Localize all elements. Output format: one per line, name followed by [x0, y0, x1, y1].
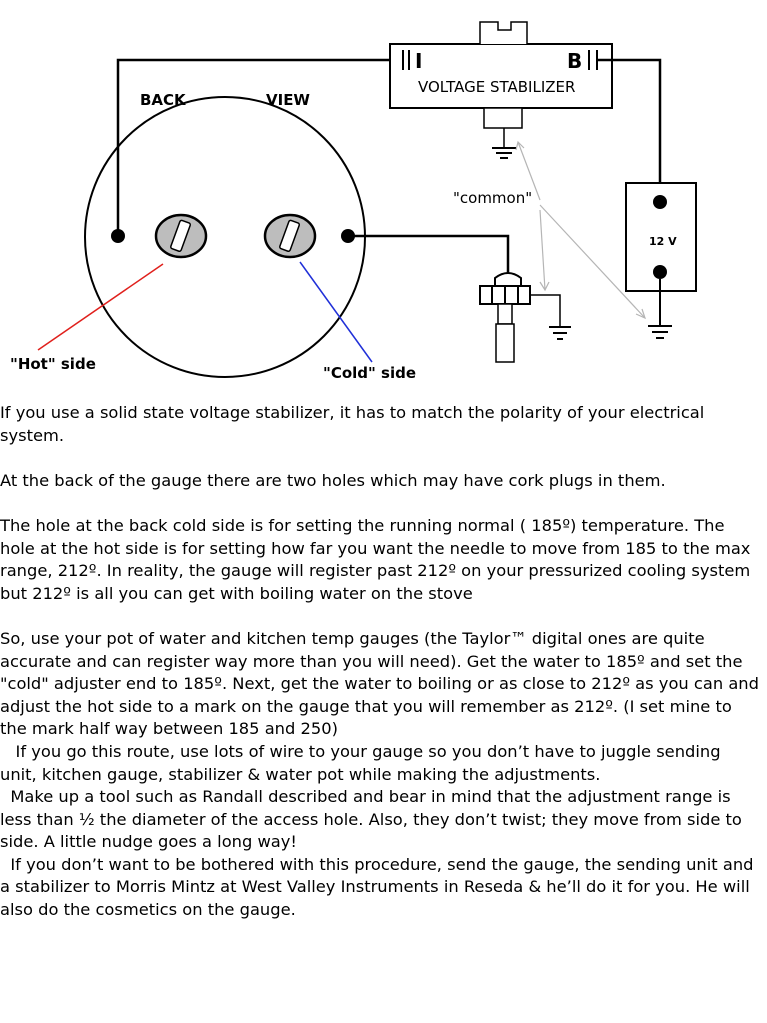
label-view: VIEW [266, 91, 310, 109]
paragraph-wiring-tip: If you go this route, use lots of wire to your gauge so you don’t have to juggle sending unit, kitchen gauge, stabilizer & water pot while making the adjustments. [0, 741, 726, 784]
wiring-diagram [0, 0, 767, 400]
gauge-back-view [85, 97, 365, 377]
hot-side-label: "Hot" side [10, 355, 96, 373]
cold-side-label: "Cold" side [323, 364, 417, 382]
spacer [0, 492, 760, 515]
common-label: "common" [453, 189, 533, 207]
cold-side-plug [265, 215, 315, 257]
paragraph-procedure: So, use your pot of water and kitchen temp gauges (the Taylor™ digital ones are quite accurate and can register way more than you will need). Get the water to 185º and set the "cold" adjuster end to 185º. Next, get the water to boiling or as close to 212º as you can and adjust the hot side to a mark on the gauge that you will remember as 212º. (I set mine to the mark half way between 185 and 250) [0, 628, 759, 739]
spacer [0, 447, 760, 470]
paragraph-holes: At the back of the gauge there are two holes which may have cork plugs in them. [0, 470, 666, 490]
paragraph-polarity: If you use a solid state voltage stabilizer, it has to match the polarity of your electrical system. [0, 403, 705, 445]
terminal-i-label: I [415, 49, 423, 73]
stabilizer-ground-icon [492, 128, 516, 158]
wire-gauge-to-sender [348, 236, 508, 276]
paragraph-tool-tip: Make up a tool such as Randall described and bear in mind that the adjustment range is less than ½ the diameter of the access hole. Also, they don’t twist; they move from side to side. A little nudge goes a long way! [0, 787, 748, 852]
label-back: BACK [140, 91, 186, 109]
hot-side-plug [156, 215, 206, 257]
instructions-text [0, 402, 760, 922]
paragraph-service: If you don’t want to be bothered with this procedure, send the gauge, the sending unit and a stabilizer to Morris Mintz at West Valley Instruments in Reseda & he’ll do it for you. He will also do the cosmetics on the gauge. [0, 854, 759, 920]
battery-label: 12 V [649, 235, 677, 248]
stabilizer-title: VOLTAGE STABILIZER [418, 78, 576, 96]
battery [626, 183, 696, 291]
spacer [0, 605, 760, 628]
terminal-b-label: B [567, 49, 583, 73]
sender-ground-icon [530, 295, 571, 339]
voltage-stabilizer [390, 22, 612, 128]
paragraph-settings: The hole at the back cold side is for setting the running normal ( 185º) temperature. The hole at the hot side is for setting how far you want the needle to move from 185 to the max range, 212º. In reality, the gauge will register past 212º on your pressurized cooling system but 212º is all you can get with boiling water on the stove [0, 515, 751, 603]
sending-unit [480, 273, 530, 362]
